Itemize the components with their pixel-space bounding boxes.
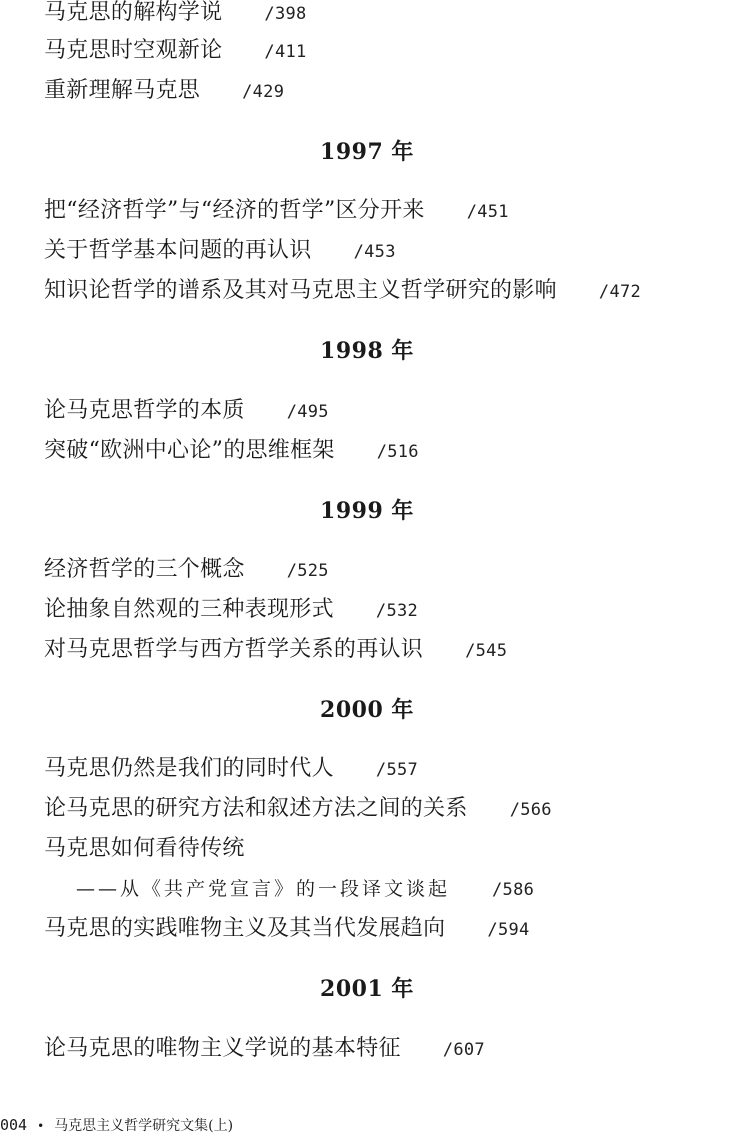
toc-entry xyxy=(44,634,507,666)
toc-entry xyxy=(44,594,418,626)
entry-page-number: /566 xyxy=(509,800,552,820)
year-heading: 2000 年 xyxy=(320,697,414,723)
entry-title: 关于哲学基本问题的再认识 xyxy=(44,238,312,263)
entry-title: 马克思仍然是我们的同时代人 xyxy=(44,756,334,781)
entry-title: 重新理解马克思 xyxy=(44,78,201,103)
toc-entry xyxy=(44,833,287,865)
entry-page-number: /398 xyxy=(264,4,307,24)
toc-entry xyxy=(44,195,509,227)
toc-entry xyxy=(44,75,284,107)
toc-entry xyxy=(44,554,329,586)
entry-page-number: /545 xyxy=(465,641,508,661)
toc-entry xyxy=(44,275,641,307)
entry-title: 论马克思的唯物主义学说的基本特征 xyxy=(44,1036,401,1061)
entry-title: 论马克思的研究方法和叙述方法之间的关系 xyxy=(44,796,468,821)
entry-title: 突破“欧洲中心论”的思维框架 xyxy=(44,438,335,463)
toc-entry xyxy=(44,1033,485,1065)
toc-entry xyxy=(44,913,530,945)
footer-page-number: 004 xyxy=(0,1116,28,1134)
toc-entry xyxy=(44,793,552,825)
entry-page-number: /495 xyxy=(286,402,329,422)
entry-page-number: /557 xyxy=(375,760,419,780)
entry-title: 论马克思哲学的本质 xyxy=(44,398,245,423)
toc-entry xyxy=(44,753,418,785)
year-heading: 1997 年 xyxy=(320,139,414,165)
toc-entry xyxy=(44,395,329,427)
entry-title: 论抽象自然观的三种表现形式 xyxy=(44,597,334,622)
year-heading: 1998 年 xyxy=(320,338,414,364)
entry-title: 对马克思哲学与西方哲学关系的再认识 xyxy=(44,637,424,662)
entry-page-number: /525 xyxy=(286,561,329,581)
entry-title: 经济哲学的三个概念 xyxy=(44,557,245,582)
entry-title: 把“经济哲学”与“经济的哲学”区分开来 xyxy=(44,198,425,223)
page-footer xyxy=(0,1115,233,1135)
entry-title: 马克思的实践唯物主义及其当代发展趋向 xyxy=(44,916,446,941)
entry-page-number: /594 xyxy=(487,920,530,940)
entry-page-number: /472 xyxy=(598,282,642,302)
entry-title: 马克思如何看待传统 xyxy=(44,836,245,861)
toc-entry xyxy=(44,0,307,29)
entry-page-number: /532 xyxy=(375,601,419,621)
entry-title: 知识论哲学的谱系及其对马克思主义哲学研究的影响 xyxy=(44,278,557,303)
entry-page-number: /453 xyxy=(353,242,396,262)
year-heading: 1999 年 xyxy=(320,498,414,524)
toc-entry xyxy=(44,35,307,67)
entry-page-number: /429 xyxy=(242,82,285,102)
footer-book-title: 马克思主义哲学研究文集(上) xyxy=(54,1118,234,1134)
toc-entry xyxy=(44,435,419,467)
entry-page-number: /586 xyxy=(492,880,535,900)
entry-page-number: /607 xyxy=(442,1040,485,1060)
entry-title: 马克思时空观新论 xyxy=(44,38,223,63)
toc-entry xyxy=(44,235,396,267)
footer-separator: • xyxy=(37,1119,45,1133)
entry-page-number: /516 xyxy=(376,442,419,462)
entry-title: 马克思的解构学说 xyxy=(44,0,223,25)
entry-subtitle: ——从《共产党宣言》的一段译文谈起 xyxy=(76,878,451,900)
year-heading: 2001 年 xyxy=(320,976,414,1002)
entry-page-number: /411 xyxy=(264,42,307,62)
entry-page-number: /451 xyxy=(466,202,509,222)
toc-subtitle-entry xyxy=(76,873,534,905)
